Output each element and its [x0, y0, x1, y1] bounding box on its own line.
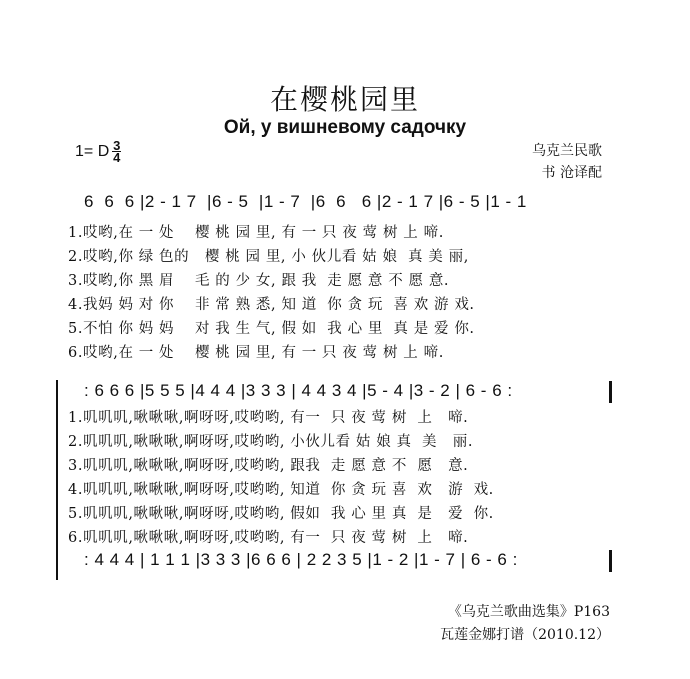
chorus-notes: : 6 6 6 |5 5 5 |4 4 4 |3 3 3 | 4 4 3 4 |5 - 4 |3 - 2 | 6 - 6 : [84, 381, 513, 400]
chorus-lyric-line: 2.叽叽叽,啾啾啾,啊呀呀,哎哟哟, 小伙儿看 姑 娘 真 美 丽. [68, 434, 474, 450]
time-bottom: 4 [113, 150, 121, 165]
key-label: 1= D [75, 142, 110, 160]
harmony-notes: : 4 4 4 | 1 1 1 |3 3 3 |6 6 6 | 2 2 3 5 |1 - 2 |1 - 7 | 6 - 6 : [84, 550, 518, 569]
time-top: 3 [113, 138, 121, 153]
chorus-lyric-line: 3.叽叽叽,啾啾啾,啊呀呀,哎哟哟, 跟我 走 愿 意 不 愿 意. [68, 458, 469, 474]
end-barline [609, 381, 612, 403]
song-title: 在樱桃园里 [269, 83, 420, 116]
verse-lyric-line: 2.哎哟,你 绿 色的 樱 桃 园 里, 小 伙儿看 姑 娘 真 美 丽, [68, 249, 469, 265]
chorus-lyric-line: 4.叽叽叽,啾啾啾,啊呀呀,哎哟哟, 知道 你 贪 玩 喜 欢 游 戏. [68, 482, 494, 498]
verse-lyric-line: 1.哎哟,在 一 处 樱 桃 园 里, 有 一 只 夜 莺 树 上 啼. [68, 225, 444, 241]
origin-credit: 乌克兰民歌 [532, 143, 602, 159]
verse-lyric-line: 3.哎哟,你 黑 眉 毛 的 少 女, 跟 我 走 愿 意 不 愿 意. [68, 273, 450, 289]
song-subtitle: Ой, у вишневому садочку [223, 117, 467, 138]
repeat-bracket [56, 380, 62, 580]
chorus-lyric-line: 1.叽叽叽,啾啾啾,啊呀呀,哎哟哟, 有一 只 夜 莺 树 上 啼. [68, 410, 469, 426]
translator-credit: 书 沧译配 [541, 165, 602, 181]
chorus-lyric-line: 5.叽叽叽,啾啾啾,啊呀呀,哎哟哟, 假如 我 心 里 真 是 爱 你. [68, 506, 494, 522]
time-signature [112, 140, 121, 163]
key-signature [75, 140, 121, 163]
verse-lyric-line: 6.哎哟,在 一 处 樱 桃 园 里, 有 一 只 夜 莺 树 上 啼. [68, 345, 444, 361]
source-citation: 《乌克兰歌曲选集》P163 [447, 604, 610, 620]
end-barline-lower [609, 550, 612, 572]
verse-notes: 6 6 6 |2 - 1 7 |6 - 5 |1 - 7 |6 6 6 |2 - 1 7 |6 - 5 |1 - 1 [84, 192, 527, 211]
verse-lyric-line: 4.我妈 妈 对 你 非 常 熟 悉, 知 道 你 贪 玩 喜 欢 游 戏. [68, 297, 475, 313]
chorus-lyric-line: 6.叽叽叽,啾啾啾,啊呀呀,哎哟哟, 有一 只 夜 莺 树 上 啼. [68, 530, 469, 546]
verse-lyric-line: 5.不怕 你 妈 妈 对 我 生 气, 假 如 我 心 里 真 是 爱 你. [68, 321, 475, 337]
transcriber-credit: 瓦莲金娜打谱（2010.12） [440, 627, 610, 643]
